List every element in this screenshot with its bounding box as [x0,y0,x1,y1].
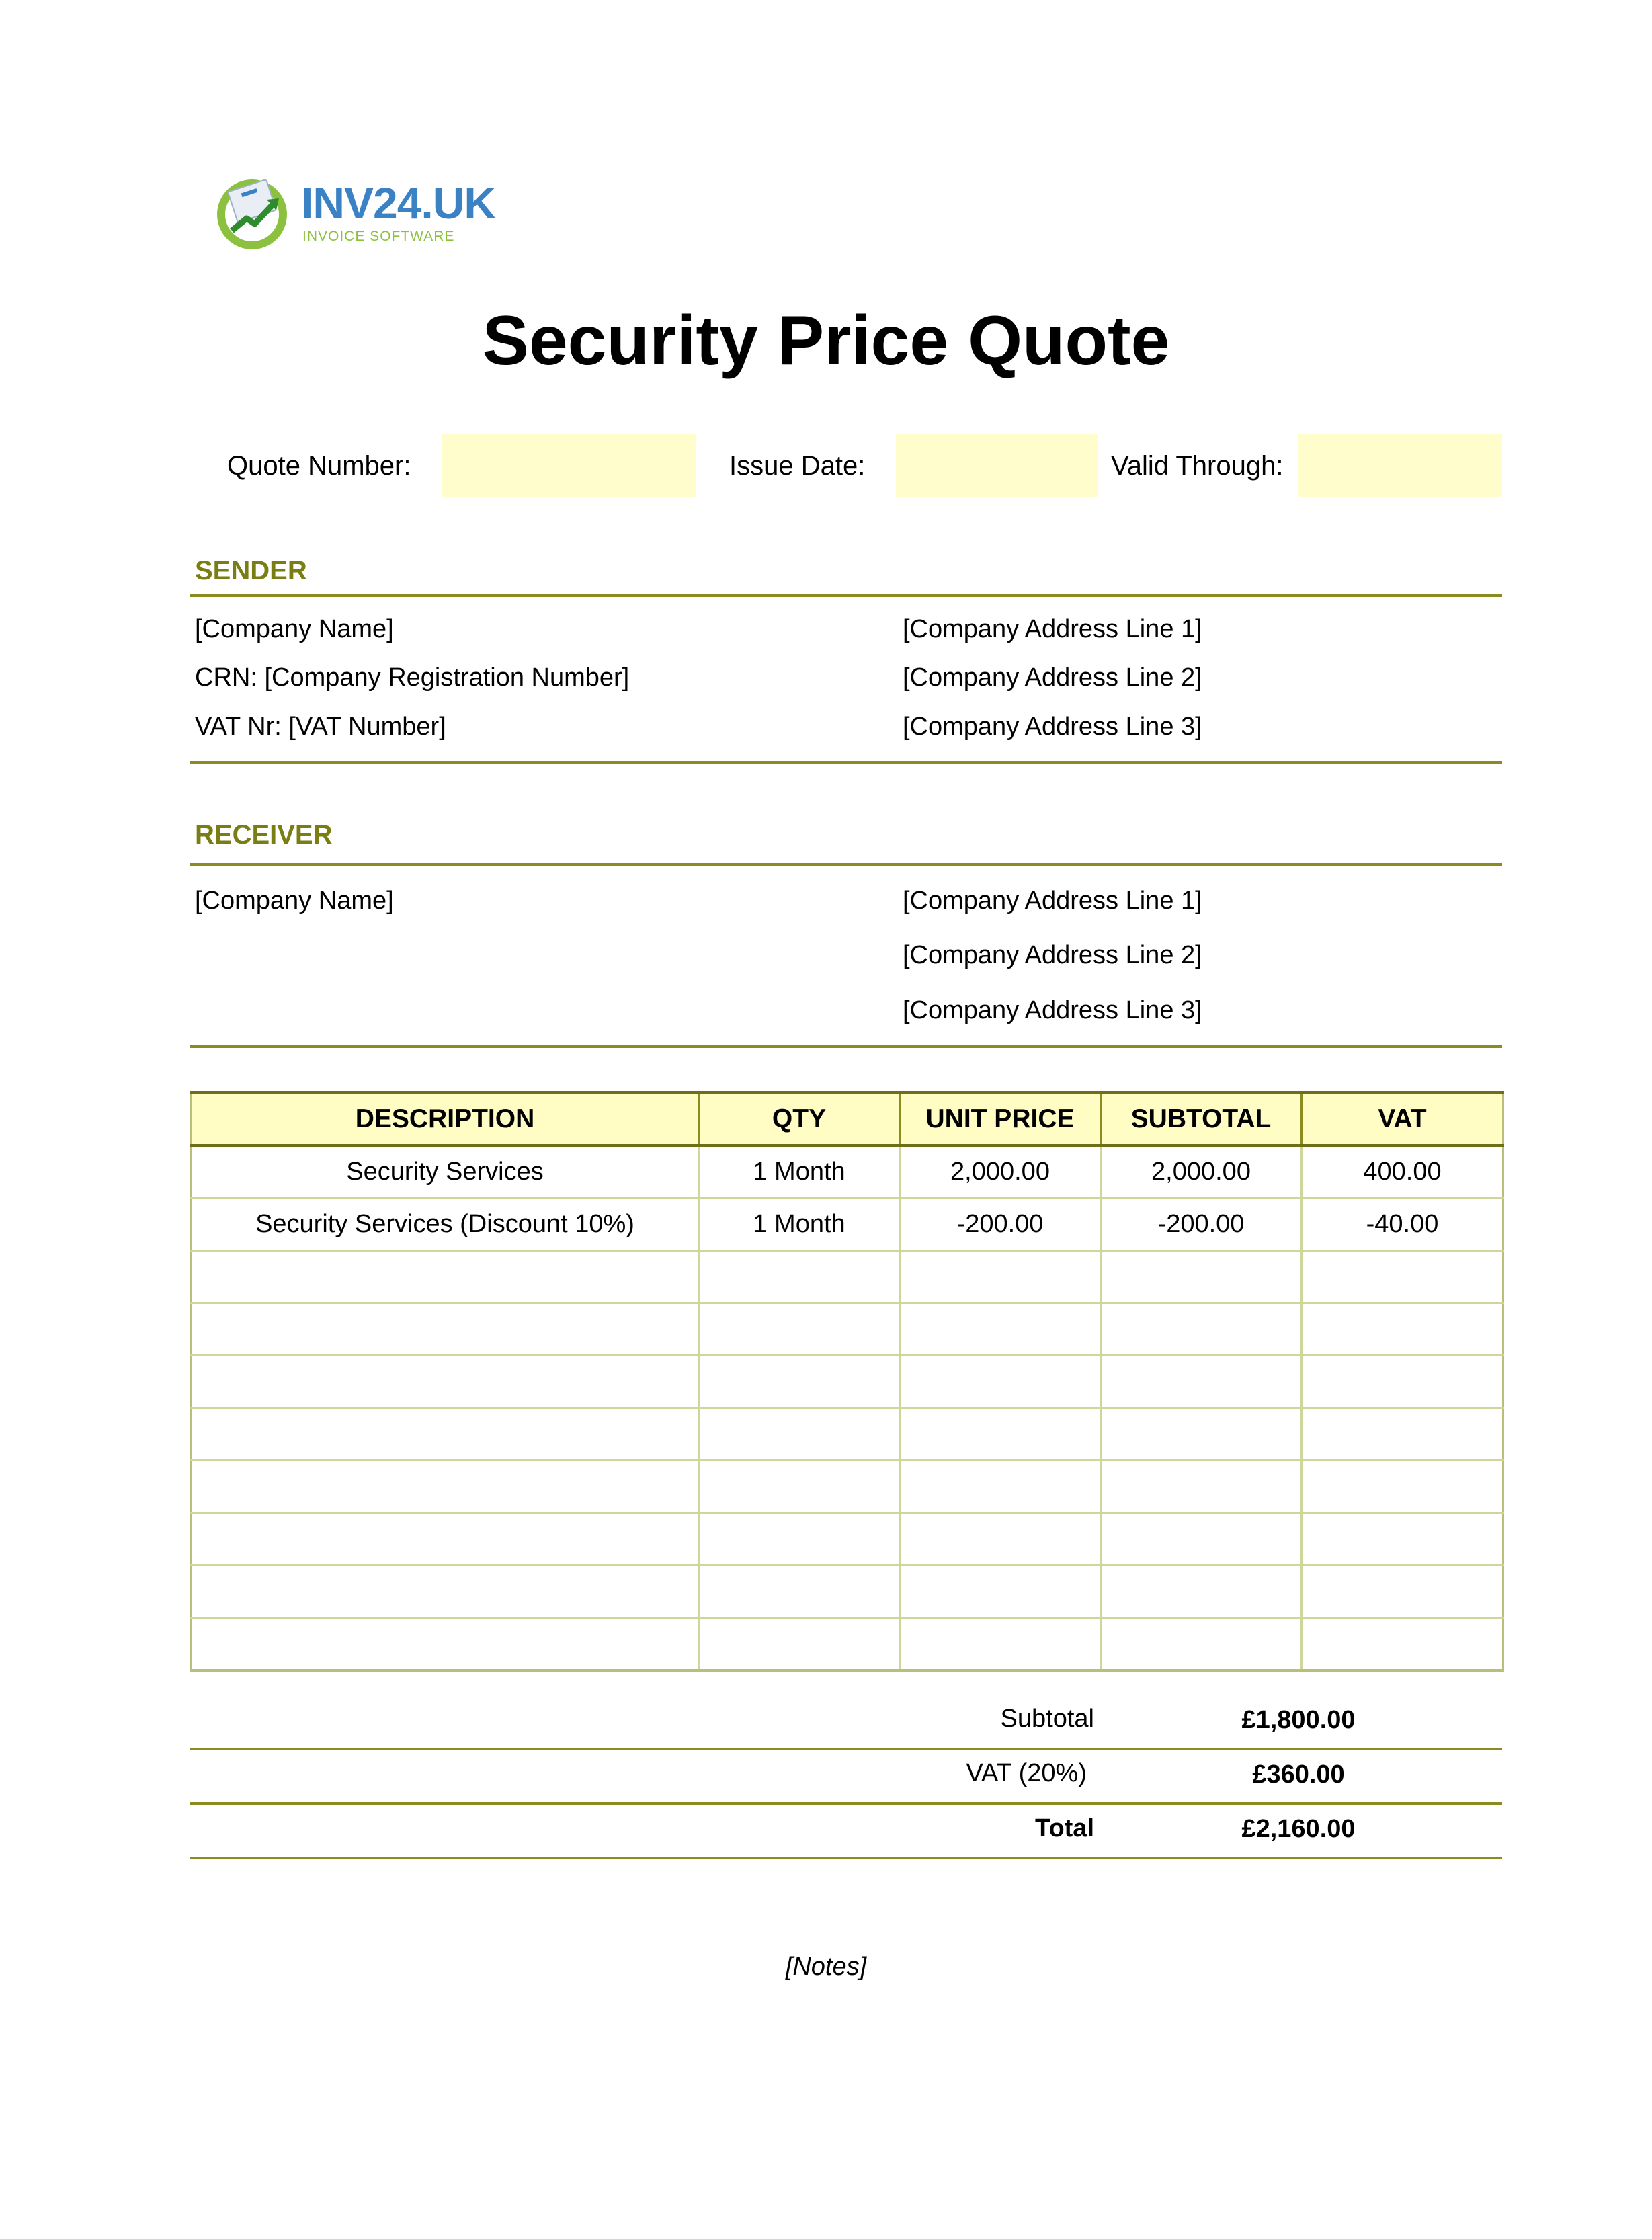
receiver-company-name: [Company Name] [195,887,394,915]
cell-vat[interactable]: -40.00 [1302,1198,1503,1251]
issue-date-field[interactable] [896,434,1098,497]
cell-unit-price[interactable]: -200.00 [900,1198,1101,1251]
receiver-top-rule [190,863,1502,866]
cell-unit-price[interactable] [900,1303,1101,1356]
table-row [192,1513,1503,1565]
subtotal-value: £1,800.00 [1241,1706,1356,1734]
cell-vat[interactable] [1302,1303,1503,1356]
receiver-address-line-2: [Company Address Line 2] [903,941,1202,969]
cell-unit-price[interactable]: 2,000.00 [900,1145,1101,1198]
table-row [192,1145,1503,1198]
cell-subtotal[interactable] [1101,1565,1302,1618]
cell-description[interactable] [192,1356,699,1408]
cell-qty[interactable] [699,1303,900,1356]
vat-value: £360.00 [1252,1760,1345,1789]
cell-unit-price[interactable] [900,1618,1101,1671]
logo-icon [212,171,292,252]
total-label: Total [1035,1814,1094,1842]
cell-subtotal[interactable]: -200.00 [1101,1198,1302,1251]
quote-number-field[interactable] [442,434,696,497]
cell-qty[interactable]: 1 Month [699,1145,900,1198]
cell-unit-price[interactable] [900,1408,1101,1461]
logo-tagline: INVOICE SOFTWARE [302,229,455,244]
cell-unit-price[interactable] [900,1513,1101,1565]
subtotal-label: Subtotal [1000,1705,1094,1733]
cell-vat[interactable] [1302,1513,1503,1565]
logo-name: INV24.UK [301,178,496,228]
valid-through-field[interactable] [1298,434,1502,497]
totals-rule-1 [190,1748,1502,1750]
receiver-heading: RECEIVER [195,820,333,850]
cell-description[interactable] [192,1513,699,1565]
valid-through-label: Valid Through: [1111,451,1284,481]
vat-label: VAT (20%) [966,1759,1087,1787]
table-header-row [192,1092,1503,1145]
cell-subtotal[interactable]: 2,000.00 [1101,1145,1302,1198]
sender-bottom-rule [190,761,1502,764]
cell-qty[interactable] [699,1408,900,1461]
table-row [192,1461,1503,1513]
cell-qty[interactable] [699,1513,900,1565]
cell-unit-price[interactable] [900,1565,1101,1618]
table-row [192,1408,1503,1461]
company-logo [212,171,496,252]
table-row [192,1251,1503,1303]
sender-vat-number: VAT Nr: [VAT Number] [195,713,446,741]
column-header-unit-price: UNIT PRICE [900,1092,1101,1145]
cell-subtotal[interactable] [1101,1513,1302,1565]
receiver-bottom-rule [190,1045,1502,1048]
sender-company-name: [Company Name] [195,615,394,643]
cell-qty[interactable]: 1 Month [699,1198,900,1251]
cell-description[interactable]: Security Services (Discount 10%) [192,1198,699,1251]
cell-description[interactable] [192,1461,699,1513]
cell-vat[interactable] [1302,1565,1503,1618]
cell-qty[interactable] [699,1565,900,1618]
quote-number-label: Quote Number: [227,451,411,481]
table-row [192,1618,1503,1671]
cell-qty[interactable] [699,1356,900,1408]
total-value: £2,160.00 [1241,1815,1356,1843]
column-header-description: DESCRIPTION [192,1092,699,1145]
issue-date-label: Issue Date: [729,451,866,481]
column-header-qty: QTY [699,1092,900,1145]
notes[interactable]: [Notes] [785,1953,867,1981]
cell-qty[interactable] [699,1461,900,1513]
cell-description[interactable] [192,1408,699,1461]
cell-description[interactable] [192,1565,699,1618]
cell-subtotal[interactable] [1101,1618,1302,1671]
cell-subtotal[interactable] [1101,1303,1302,1356]
cell-vat[interactable]: 400.00 [1302,1145,1503,1198]
table-row [192,1356,1503,1408]
sender-crn: CRN: [Company Registration Number] [195,663,630,692]
cell-vat[interactable] [1302,1356,1503,1408]
cell-subtotal[interactable] [1101,1408,1302,1461]
cell-description[interactable]: Security Services [192,1145,699,1198]
table-row [192,1303,1503,1356]
cell-vat[interactable] [1302,1408,1503,1461]
cell-subtotal[interactable] [1101,1461,1302,1513]
cell-vat[interactable] [1302,1461,1503,1513]
cell-qty[interactable] [699,1251,900,1303]
sender-address-line-3: [Company Address Line 3] [903,713,1202,741]
cell-unit-price[interactable] [900,1251,1101,1303]
column-header-vat: VAT [1302,1092,1503,1145]
cell-subtotal[interactable] [1101,1251,1302,1303]
receiver-address-line-3: [Company Address Line 3] [903,996,1202,1024]
cell-description[interactable] [192,1303,699,1356]
cell-vat[interactable] [1302,1251,1503,1303]
cell-description[interactable] [192,1251,699,1303]
cell-subtotal[interactable] [1101,1356,1302,1408]
sender-top-rule [190,594,1502,597]
table-row [192,1565,1503,1618]
sender-heading: SENDER [195,556,307,585]
totals-rule-2 [190,1802,1502,1805]
line-items-table [190,1091,1504,1672]
page-title: Security Price Quote [482,302,1170,380]
cell-unit-price[interactable] [900,1356,1101,1408]
column-header-subtotal: SUBTOTAL [1101,1092,1302,1145]
receiver-address-line-1: [Company Address Line 1] [903,887,1202,915]
cell-unit-price[interactable] [900,1461,1101,1513]
sender-address-line-1: [Company Address Line 1] [903,615,1202,643]
cell-vat[interactable] [1302,1618,1503,1671]
table-row [192,1198,1503,1251]
cell-description[interactable] [192,1618,699,1671]
sender-address-line-2: [Company Address Line 2] [903,663,1202,692]
cell-qty[interactable] [699,1618,900,1671]
totals-rule-3 [190,1857,1502,1859]
